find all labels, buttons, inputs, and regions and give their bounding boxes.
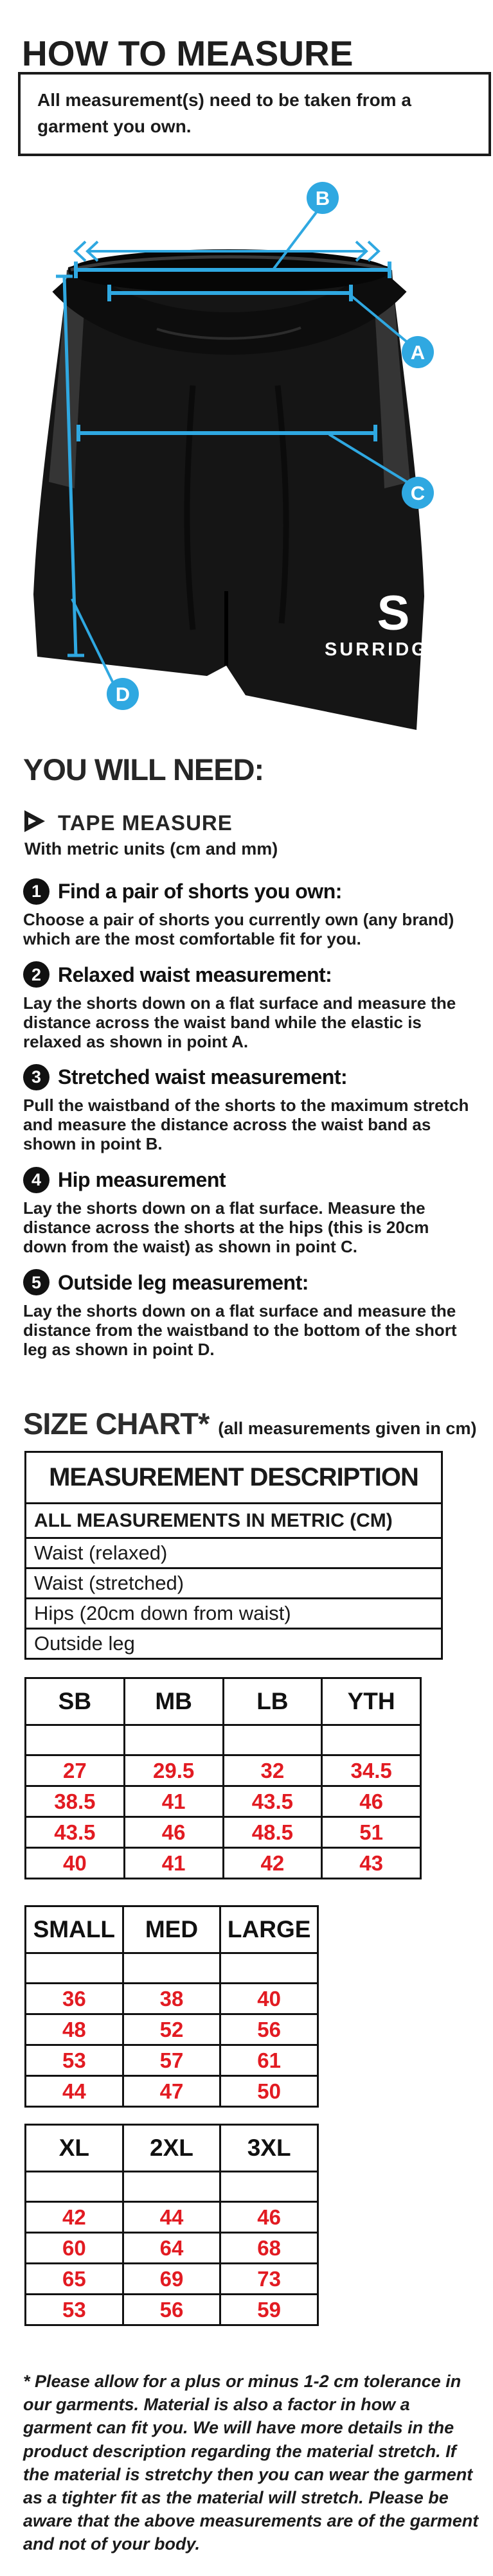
step-body: Lay the shorts down on a flat surface. Measure the distance across the shorts at the hips (this is 20cm down from the waist) as shown in point C. bbox=[23, 1198, 429, 1256]
value-cell: 40 bbox=[220, 1984, 318, 2014]
you-will-need-heading: YOU WILL NEED: bbox=[23, 752, 264, 786]
table-row bbox=[26, 1755, 421, 1786]
value-cell: 27 bbox=[26, 1755, 125, 1786]
step-number-badge: 3 bbox=[23, 1064, 49, 1090]
column-header-cell: XL bbox=[26, 2125, 123, 2172]
value-cell: 43.5 bbox=[26, 1817, 125, 1848]
value-cell: 56 bbox=[220, 2014, 318, 2045]
table-row bbox=[26, 1725, 421, 1755]
step-title: Hip measurement bbox=[58, 1168, 226, 1192]
measurement-description-table bbox=[24, 1451, 443, 1660]
column-header-cell: MED bbox=[123, 1906, 220, 1953]
value-cell: 44 bbox=[26, 2076, 123, 2107]
size-chart-note: (all measurements given in cm) bbox=[218, 1419, 477, 1438]
value-cell: 51 bbox=[322, 1817, 421, 1848]
value-cell: 65 bbox=[26, 2264, 123, 2295]
value-cell: 68 bbox=[220, 2233, 318, 2264]
table-row bbox=[26, 2233, 318, 2264]
step-head bbox=[23, 1166, 477, 1193]
desc-table-row: Waist (relaxed) bbox=[26, 1539, 441, 1569]
table-row bbox=[26, 2202, 318, 2233]
step-title: Find a pair of shorts you own: bbox=[58, 880, 342, 903]
step-head bbox=[23, 961, 477, 988]
column-header-cell: SB bbox=[26, 1678, 125, 1725]
value-cell: 42 bbox=[223, 1848, 322, 1879]
column-header-cell: MB bbox=[124, 1678, 223, 1725]
value-cell: 41 bbox=[124, 1786, 223, 1817]
value-cell: 50 bbox=[220, 2076, 318, 2107]
point-badge-d bbox=[107, 678, 139, 710]
table-header-row bbox=[26, 1906, 318, 1953]
table-header-row bbox=[26, 1678, 421, 1725]
step-item-4 bbox=[23, 1166, 477, 1257]
brand-glyph: S bbox=[377, 586, 410, 641]
empty-cell bbox=[26, 2172, 123, 2202]
table-row bbox=[26, 1848, 421, 1879]
step-body: Lay the shorts down on a flat surface and measure the distance from the waistband to the bottom of the short leg as shown in point D. bbox=[23, 1301, 457, 1359]
table-row bbox=[26, 2014, 318, 2045]
table-row bbox=[26, 2045, 318, 2076]
size-table-boys-youth bbox=[24, 1677, 422, 1879]
tape-measure-note: With metric units (cm and mm) bbox=[24, 839, 278, 858]
value-cell: 38.5 bbox=[26, 1786, 125, 1817]
notice-box bbox=[18, 72, 491, 156]
brand-word: SURRIDGE bbox=[325, 639, 444, 660]
empty-cell bbox=[322, 1725, 421, 1755]
value-cell: 73 bbox=[220, 2264, 318, 2295]
desc-table-row: Outside leg bbox=[34, 1632, 135, 1655]
size-table-adult bbox=[24, 1905, 319, 2108]
value-cell: 41 bbox=[124, 1848, 223, 1879]
value-cell: 46 bbox=[322, 1786, 421, 1817]
point-letter-b: B bbox=[315, 187, 330, 209]
value-cell: 40 bbox=[26, 1848, 125, 1879]
empty-cell bbox=[123, 1953, 220, 1984]
value-cell: 44 bbox=[123, 2202, 220, 2233]
value-cell: 52 bbox=[123, 2014, 220, 2045]
table-header-row bbox=[26, 2125, 318, 2172]
value-cell: 48.5 bbox=[223, 1817, 322, 1848]
column-header-cell: LB bbox=[223, 1678, 322, 1725]
value-cell: 69 bbox=[123, 2264, 220, 2295]
step-item-5 bbox=[23, 1269, 477, 1360]
tape-measure-label: TAPE MEASURE bbox=[58, 810, 233, 835]
table-row bbox=[26, 1817, 421, 1848]
value-cell: 32 bbox=[223, 1755, 322, 1786]
desc-table-header: MEASUREMENT DESCRIPTION bbox=[26, 1453, 441, 1504]
value-cell: 46 bbox=[220, 2202, 318, 2233]
empty-cell bbox=[123, 2172, 220, 2202]
steps-list bbox=[23, 878, 477, 1371]
column-header-cell: 2XL bbox=[123, 2125, 220, 2172]
step-title: Outside leg measurement: bbox=[58, 1270, 309, 1294]
empty-cell bbox=[26, 1725, 125, 1755]
table-row bbox=[26, 2264, 318, 2295]
value-cell: 47 bbox=[123, 2076, 220, 2107]
desc-table-row: Waist (stretched) bbox=[26, 1569, 441, 1599]
empty-cell bbox=[220, 1953, 318, 1984]
step-item-1 bbox=[23, 878, 477, 949]
value-cell: 43 bbox=[322, 1848, 421, 1879]
value-cell: 46 bbox=[124, 1817, 223, 1848]
table-row bbox=[26, 2295, 318, 2325]
value-cell: 36 bbox=[26, 1984, 123, 2014]
column-header-cell: YTH bbox=[322, 1678, 421, 1725]
point-badge-a bbox=[402, 336, 434, 368]
tape-measure-item bbox=[22, 808, 233, 837]
desc-table-subheader: ALL MEASUREMENTS IN METRIC (CM) bbox=[26, 1504, 441, 1539]
step-title: Relaxed waist measurement: bbox=[58, 963, 332, 986]
table-row bbox=[26, 1984, 318, 2014]
step-head bbox=[23, 878, 477, 905]
value-cell: 48 bbox=[26, 2014, 123, 2045]
value-cell: 64 bbox=[123, 2233, 220, 2264]
value-cell: 56 bbox=[123, 2295, 220, 2325]
table-row bbox=[26, 1953, 318, 1984]
footnote-text: * Please allow for a plus or minus 1-2 cm tolerance in our garments. Material is also a factor in how a garment can fit you. We will have more details in the product description regarding the material stretch. If the material is stretchy then you can wear the garment as a tighter fit as the material will stretch. Please be aware that the above measurements are of the garment and not of your body. bbox=[23, 2372, 479, 2554]
step-title: Stretched waist measurement: bbox=[58, 1065, 348, 1089]
column-header-cell: SMALL bbox=[26, 1906, 123, 1953]
empty-cell bbox=[124, 1725, 223, 1755]
value-cell: 57 bbox=[123, 2045, 220, 2076]
step-number-badge: 4 bbox=[23, 1167, 49, 1193]
step-number-badge: 5 bbox=[23, 1269, 49, 1295]
value-cell: 34.5 bbox=[322, 1755, 421, 1786]
point-letter-c: C bbox=[410, 482, 426, 504]
value-cell: 43.5 bbox=[223, 1786, 322, 1817]
value-cell: 59 bbox=[220, 2295, 318, 2325]
step-item-3 bbox=[23, 1063, 477, 1154]
step-number-badge: 1 bbox=[23, 878, 49, 905]
column-header-cell: LARGE bbox=[220, 1906, 318, 1953]
step-body: Pull the waistband of the shorts to the maximum stretch and measure the distance across the waist band as shown in point B. bbox=[23, 1096, 469, 1154]
notice-text: All measurement(s) need to be taken from a garment you own. bbox=[37, 90, 411, 136]
table-row bbox=[26, 1786, 421, 1817]
empty-cell bbox=[220, 2172, 318, 2202]
value-cell: 38 bbox=[123, 1984, 220, 2014]
shorts-figure bbox=[0, 180, 493, 745]
step-item-2 bbox=[23, 961, 477, 1052]
step-head bbox=[23, 1269, 477, 1296]
value-cell: 29.5 bbox=[124, 1755, 223, 1786]
value-cell: 42 bbox=[26, 2202, 123, 2233]
point-badge-b bbox=[307, 182, 339, 214]
column-header-cell: 3XL bbox=[220, 2125, 318, 2172]
point-badge-c bbox=[402, 477, 434, 509]
point-letter-a: A bbox=[410, 341, 426, 364]
value-cell: 61 bbox=[220, 2045, 318, 2076]
page-title: HOW TO MEASURE bbox=[22, 33, 354, 73]
step-head bbox=[23, 1063, 477, 1090]
empty-cell bbox=[26, 1953, 123, 1984]
step-number-badge: 2 bbox=[23, 961, 49, 988]
value-cell: 53 bbox=[26, 2045, 123, 2076]
step-body: Choose a pair of shorts you currently own (any brand) which are the most comfortable fit for you. bbox=[23, 910, 454, 948]
empty-cell bbox=[223, 1725, 322, 1755]
tape-measure-icon bbox=[22, 808, 48, 837]
value-cell: 53 bbox=[26, 2295, 123, 2325]
desc-table-row: Hips (20cm down from waist) bbox=[26, 1599, 441, 1630]
table-row bbox=[26, 2172, 318, 2202]
point-letter-d: D bbox=[115, 683, 130, 706]
size-chart-heading: SIZE CHART* bbox=[23, 1407, 210, 1441]
size-table-xl bbox=[24, 2124, 319, 2326]
step-body: Lay the shorts down on a flat surface and measure the distance across the waist band while the elastic is relaxed as shown in point A. bbox=[23, 993, 456, 1051]
size-chart-heading-row bbox=[23, 1406, 476, 1441]
value-cell: 60 bbox=[26, 2233, 123, 2264]
table-row bbox=[26, 2076, 318, 2107]
shorts-graphic bbox=[0, 180, 493, 745]
